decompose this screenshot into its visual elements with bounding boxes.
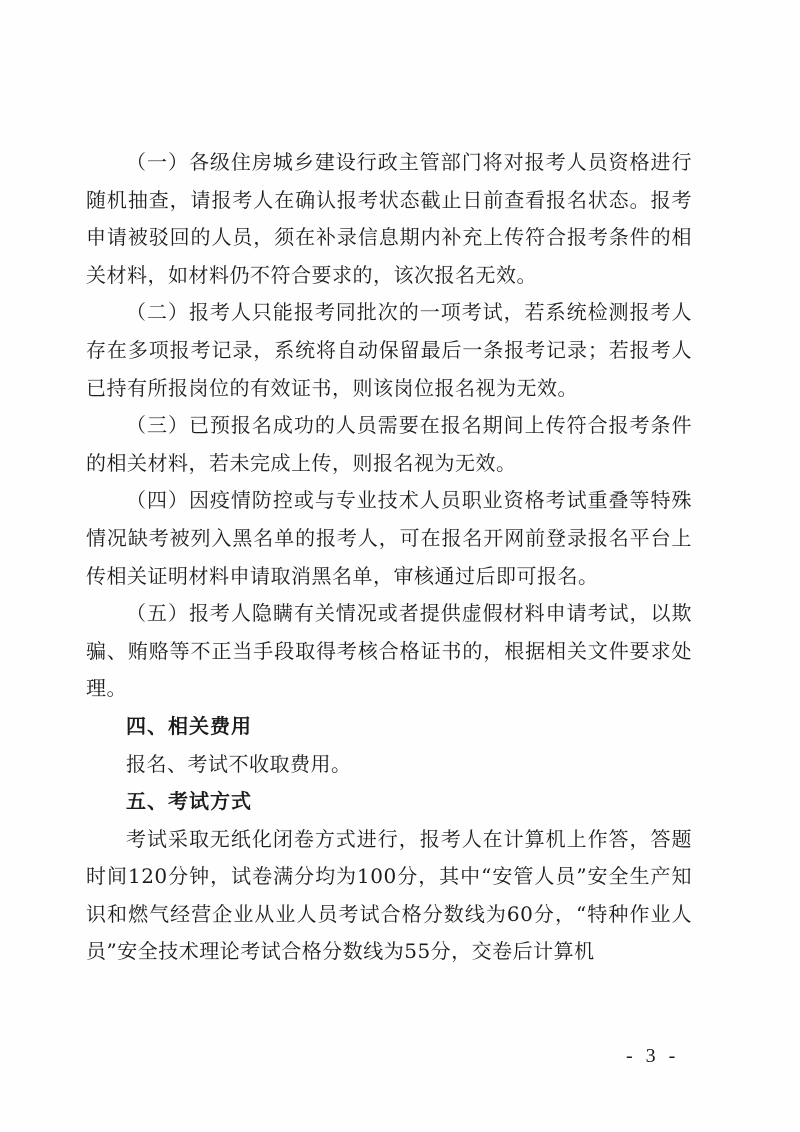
paragraph-item-1: （一）各级住房城乡建设行政主管部门将对报考人员资格进行随机抽查，请报考人在确认报考状态截止日前查看报名状态。报考申请被驳回的人员，须在补录信息期内补充上传符合报考条件的相关材料，如材料仍不符合要求的，该次报名无效。 [86,150,692,287]
page-number: - 3 - [626,1045,680,1067]
section-heading-fees: 四、相关费用 [126,713,252,738]
fees-paragraph: 报名、考试不收取费用。 [126,751,352,776]
paragraph-item-5: （五）报考人隐瞒有关情况或者提供虚假材料申请考试，以欺骗、贿赂等不正当手段取得考核合格证书的，根据相关文件要求处理。 [86,601,692,701]
paragraph-item-3: （三）已预报名成功的人员需要在报名期间上传符合报考条件的相关材料，若未完成上传，则报名视为无效。 [86,413,692,475]
paragraph-item-2: （二）报考人只能报考同批次的一项考试，若系统检测报考人存在多项报考记录，系统将自动保留最后一条报考记录；若报考人已持有所报岗位的有效证书，则该岗位报名视为无效。 [86,300,692,400]
document-body [86,144,692,971]
paragraph-item-4: （四）因疫情防控或与专业技术人员职业资格考试重叠等特殊情况缺考被列入黑名单的报考人，可在报名开网前登录报名平台上传相关证明材料申请取消黑名单，审核通过后即可报名。 [86,488,692,588]
exam-method-paragraph: 考试采取无纸化闭卷方式进行，报考人在计算机上作答，答题时间120分钟，试卷满分均为100分，其中“安管人员”安全生产知识和燃气经营企业从业人员考试合格分数线为60分，“特种作业人员”安全技术理论考试合格分数线为55分，交卷后计算机 [86,826,692,964]
section-heading-exam-method: 五、考试方式 [126,789,252,814]
